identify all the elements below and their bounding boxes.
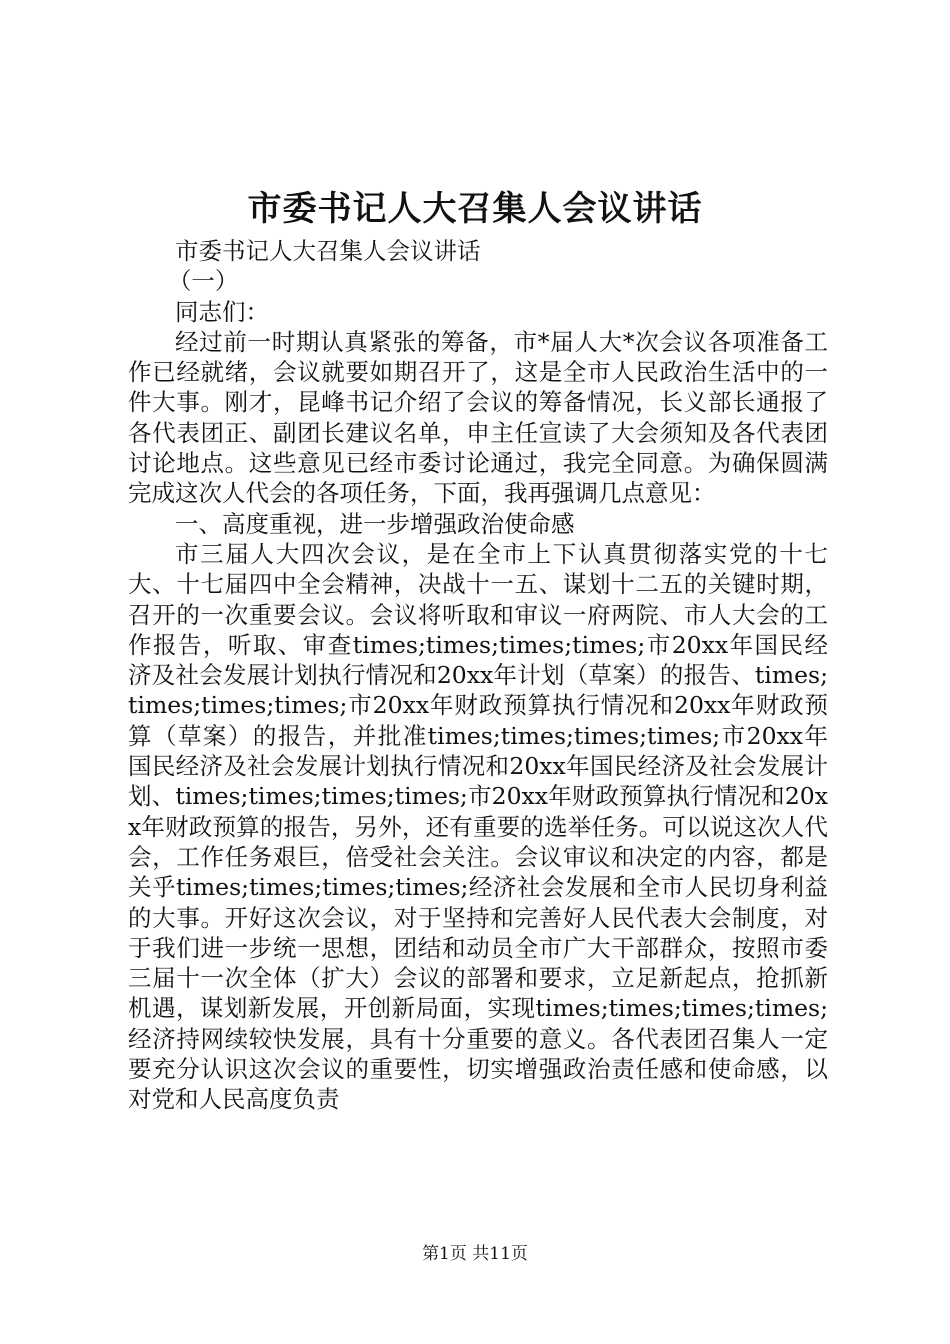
subtitle-paragraph: 市委书记人大召集人会议讲话: [175, 237, 481, 265]
body-paragraph: 市三届人大四次会议，是在全市上下认真贯彻落实党的十七大、十七届四中全会精神，决战十一五、谋划十二五的关键时期，召开的一次重要会议。会议将听取和审议一府两院、市人大会的工作报告，听取、审查times;times;times;times;市20xx年国民经济及社会发展计划执行情况和20xx年计划（草案）的报告、times;times;times;times;市20xx年财政预算执行情况和20xx年财政预算（草案）的报告，并批准times;times;times;times;市20xx年国民经济及社会发展计划执行情况和20xx年国民经济及社会发展计划、times;times;times;times;市20xx年财政预算执行情况和20xx年财政预算的报告，另外，还有重要的选举任务。可以说这次人代会，工作任务艰巨，倍受社会关注。会议审议和决定的内容，都是关乎times;times;times;times;经济社会发展和全市人民切身利益的大事。开好这次会议，对于坚持和完善好人民代表大会制度，对于我们进一步统一思想，团结和动员全市广大干部群众，按照市委三届十一次全体（扩大）会议的部署和要求，立足新起点，抢抓新机遇，谋划新发展，开创新局面，实现times;times;times;times;经济持网续较快发展，具有十分重要的意义。各代表团召集人一定要充分认识这次会议的重要性，切实增强政治责任感和使命感，以对党和人民高度负责: [128, 539, 828, 1114]
body-paragraph: 经过前一时期认真紧张的筹备，市*届人大*次会议各项准备工作已经就绪，会议就要如期召开了，这是全市人民政治生活中的一件大事。刚才，昆峰书记介绍了会议的筹备情况，长义部长通报了各代表团正、副团长建议名单，申主任宣读了大会须知及各代表团讨论地点。这些意见已经市委讨论通过，我完全同意。为确保圆满完成这次人代会的各项任务，下面，我再强调几点意见：: [128, 327, 828, 508]
document-title: 市委书记人大召集人会议讲话: [247, 189, 703, 229]
page-number: 第1页: [422, 1244, 467, 1264]
section-number-paragraph: （一）: [167, 267, 239, 296]
salutation-paragraph: 同志们：: [175, 297, 269, 326]
section-heading: 一、高度重视，进一步增强政治使命感: [175, 509, 575, 538]
page-footer: [0, 1242, 950, 1266]
page-total: 共11页: [472, 1244, 528, 1264]
document-body: [128, 236, 828, 1115]
